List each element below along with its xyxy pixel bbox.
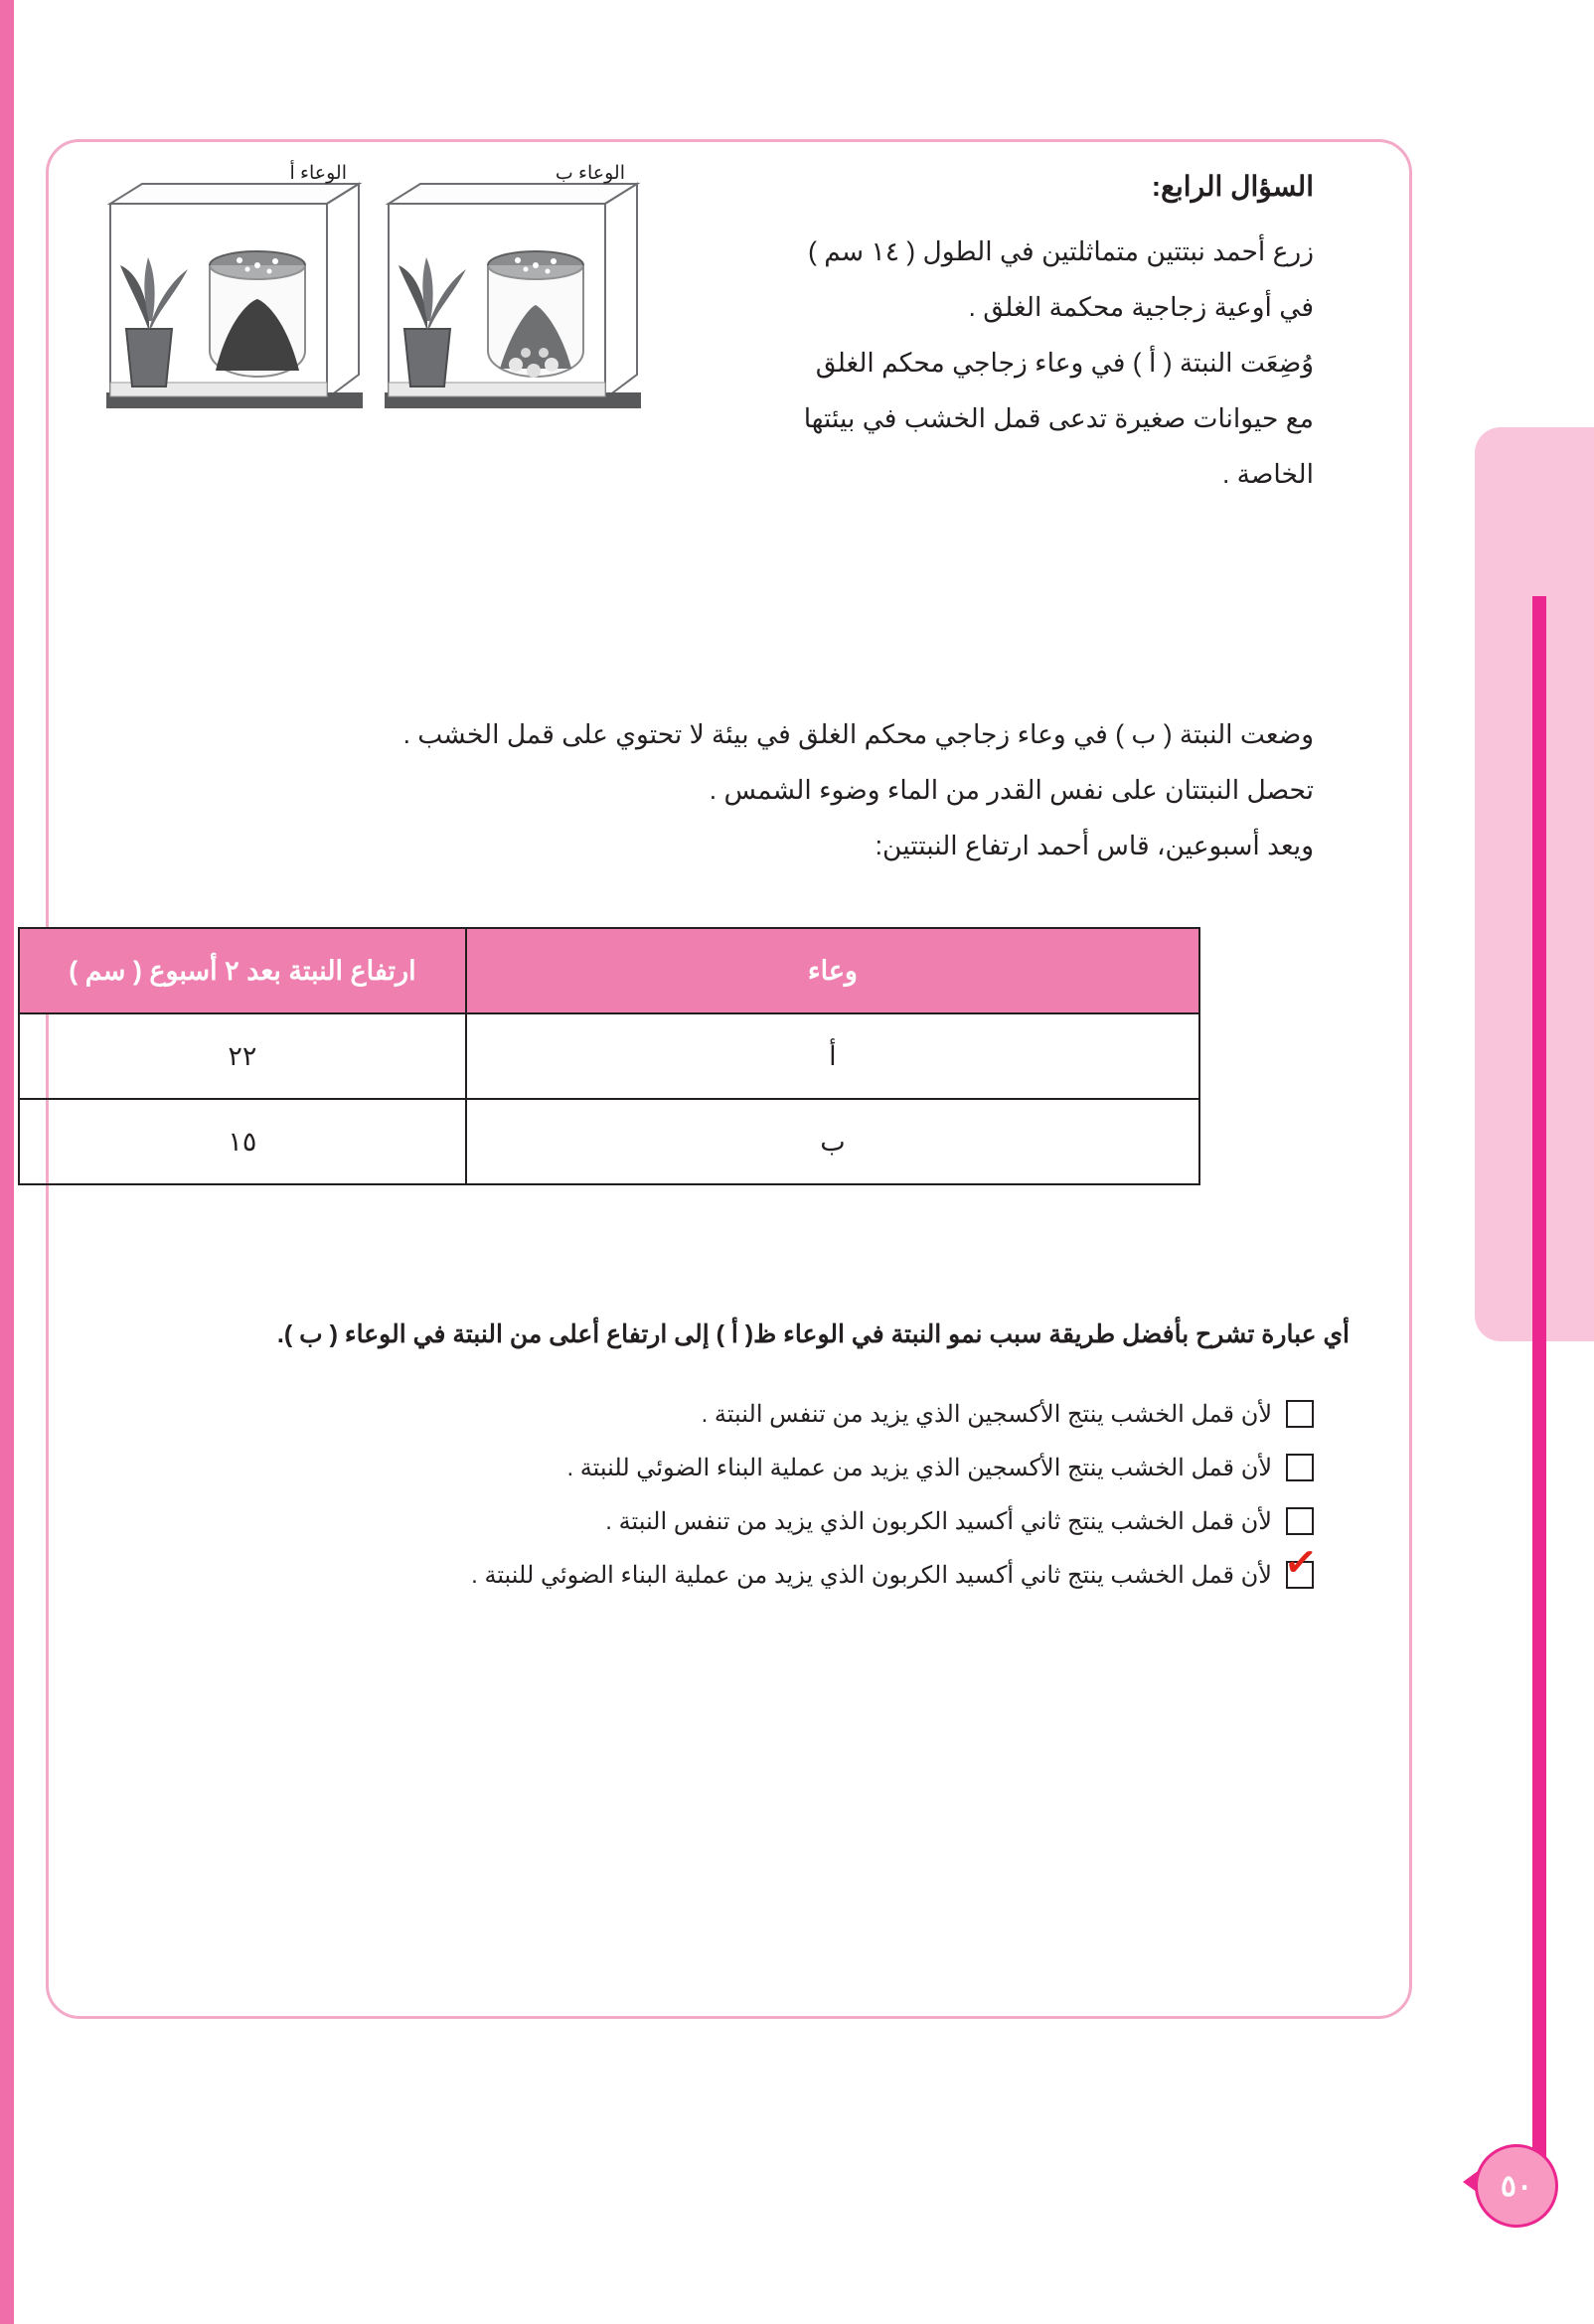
choice-label: لأن قمل الخشب ينتج ثاني أكسيد الكربون الذي يزيد من عملية البناء الضوئي للنبتة . [471, 1561, 1272, 1589]
table-row [19, 1099, 1199, 1184]
right-magenta-bar [1532, 596, 1546, 2216]
question-line: وُضِعَت النبتة ( أ ) في وعاء زجاجي محكم الغلق [815, 348, 1314, 378]
choice-label: لأن قمل الخشب ينتج الأكسجين الذي يزيد من عملية البناء الضوئي للنبتة . [566, 1454, 1272, 1481]
question-heading: السؤال الرابع: [1151, 171, 1314, 202]
checkbox-icon[interactable] [1286, 1507, 1314, 1535]
question-line-wide: وضعت النبتة ( ب ) في وعاء زجاجي محكم الغلق في بيئة لا تحتوي على قمل الخشب . [402, 719, 1314, 749]
table-header-vessel: وعاء [466, 928, 1199, 1013]
question-line-wide: ويعد أسبوعين، قاس أحمد ارتفاع النبتتين: [875, 831, 1314, 860]
choice-label: لأن قمل الخشب ينتج الأكسجين الذي يزيد من تنفس النبتة . [701, 1400, 1272, 1428]
table-row [19, 1013, 1199, 1099]
question-line: مع حيوانات صغيرة تدعى قمل الخشب في بيئتها [803, 403, 1314, 433]
choice-option-selected[interactable] [91, 1539, 1321, 1602]
content-card [46, 139, 1412, 2019]
page-number-badge [1453, 2136, 1572, 2232]
table-cell-height: ٢٢ [19, 1013, 466, 1099]
question-body-narrow [678, 224, 1314, 502]
question-line: في أوعية زجاجية محكمة الغلق . [968, 292, 1314, 322]
choices-list [91, 1387, 1321, 1602]
table-header-row [19, 928, 1199, 1013]
question-line: زرع أحمد نبتتين متماثلتين في الطول ( ١٤ سم ) [808, 236, 1314, 266]
choice-label: لأن قمل الخشب ينتج ثاني أكسيد الكربون الذي يزيد من تنفس النبتة . [605, 1507, 1272, 1535]
table-cell-height: ١٥ [19, 1099, 466, 1184]
results-table [18, 927, 1200, 1185]
tank-label-a: الوعاء أ [289, 163, 347, 184]
experiment-illustration [98, 162, 734, 470]
table-cell-vessel: أ [466, 1013, 1199, 1099]
checkbox-icon[interactable] [1286, 1400, 1314, 1428]
left-edge-bar [0, 0, 14, 2324]
choices-prompt: أي عبارة تشرح بأفضل طريقة سبب نمو النبتة في الوعاء ظ( أ ) إلى ارتفاع أعلى من النبتة في الوعاء ( ب ). [276, 1320, 1350, 1348]
question-line: الخاصة . [1221, 459, 1314, 489]
tank-label-b: الوعاء ب [555, 163, 625, 184]
table-cell-vessel: ب [466, 1099, 1199, 1184]
checkbox-checked-icon[interactable] [1282, 1539, 1321, 1589]
page-number: ٥٠ [1475, 2144, 1558, 2228]
choice-option[interactable] [91, 1387, 1314, 1441]
check-mark-icon: ✓ [1282, 1539, 1321, 1587]
table-header-height: ارتفاع النبتة بعد ٢ أسبوع ( سم ) [19, 928, 466, 1013]
choice-option[interactable] [91, 1441, 1314, 1494]
question-line-wide: تحصل النبتتان على نفس القدر من الماء وضوء الشمس . [709, 775, 1314, 805]
checkbox-icon[interactable] [1286, 1454, 1314, 1481]
choice-option[interactable] [91, 1494, 1314, 1548]
tanks-svg [98, 162, 734, 460]
